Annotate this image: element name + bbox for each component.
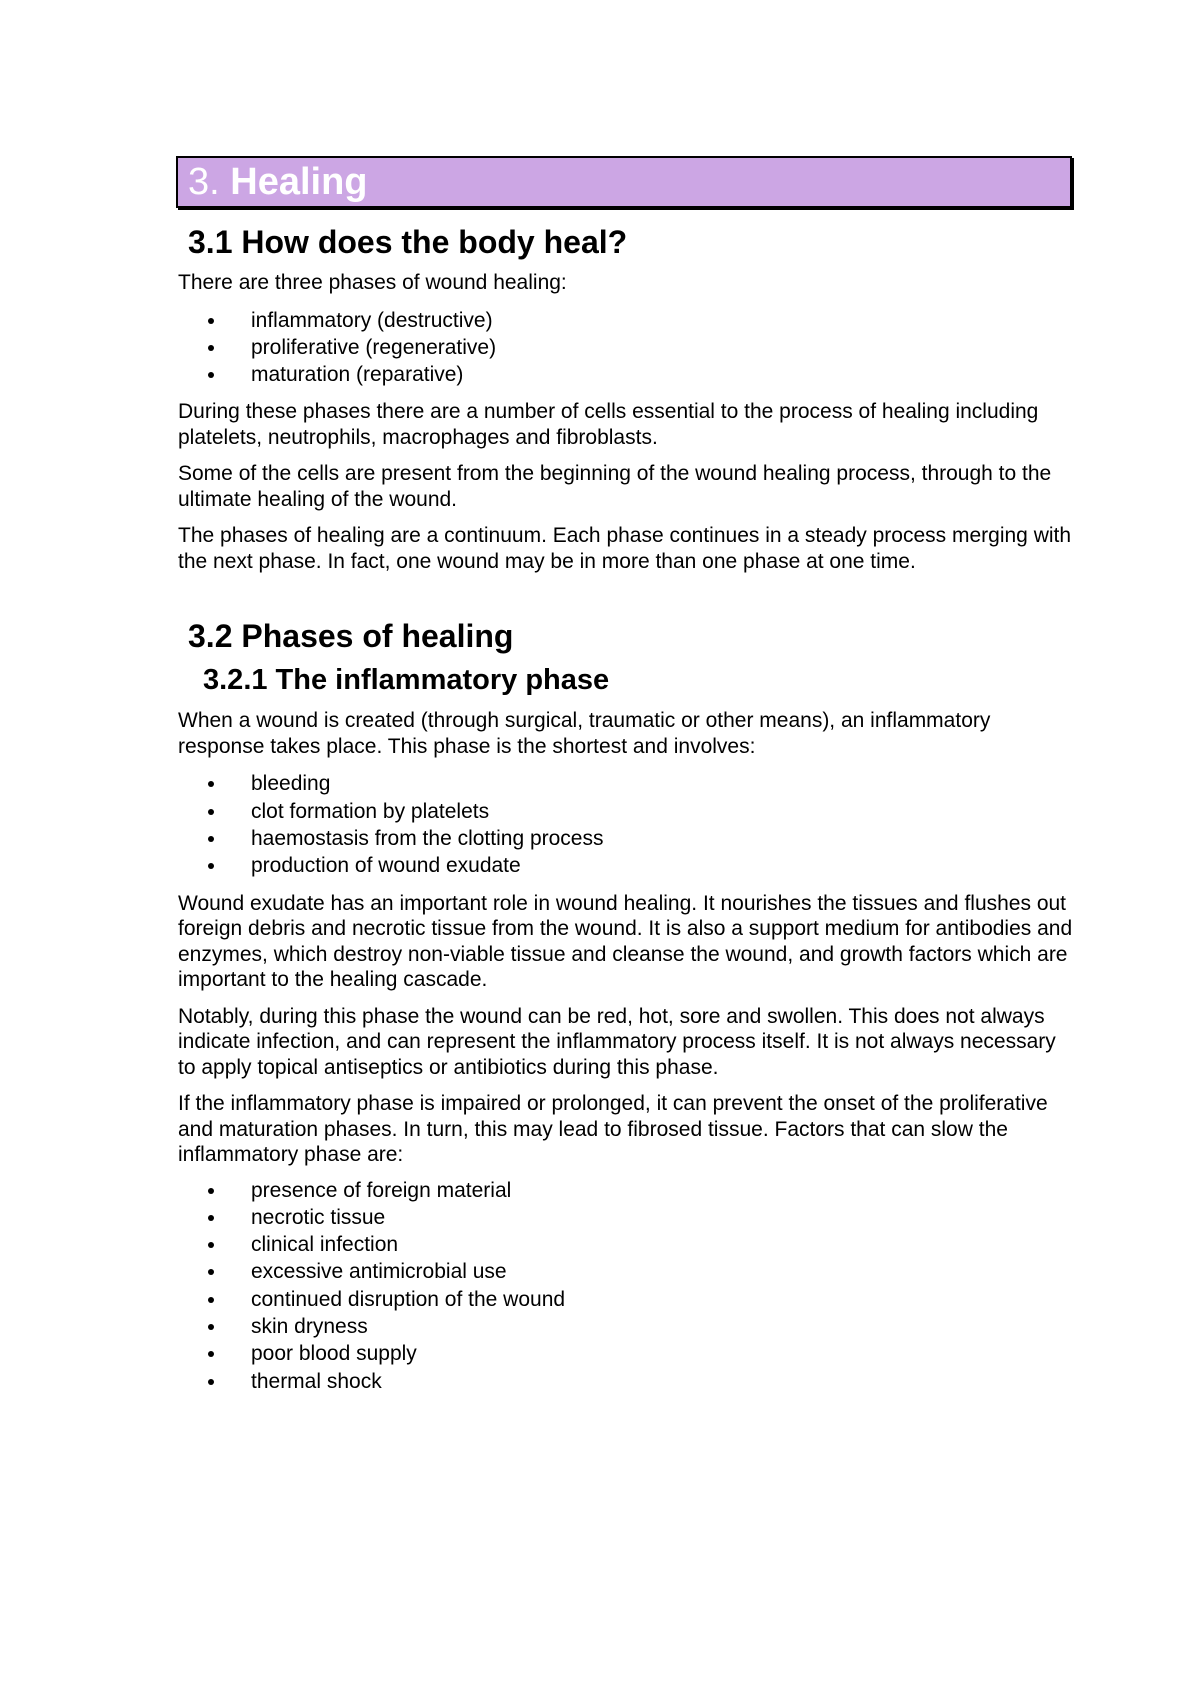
subsection-heading-3-2-1: 3.2.1 The inflammatory phase	[203, 664, 610, 697]
list-item: bleeding	[251, 770, 1078, 797]
list-item: continued disruption of the wound	[251, 1286, 1078, 1313]
slowing-factors-list	[178, 1177, 1078, 1395]
chapter-banner	[176, 156, 1072, 208]
section-intro: There are three phases of wound healing:	[178, 271, 567, 294]
chapter-number: 3.	[188, 161, 220, 203]
paragraph: If the inflammatory phase is impaired or prolonged, it can prevent the onset of the proliferative and maturation phases. In turn, this may lead to fibrosed tissue. Factors that can slow the inflammatory phase are:	[178, 1092, 1048, 1167]
paragraph: During these phases there are a number of cells essential to the process of healing including platelets, neutrophils, macrophages and fibroblasts.	[178, 400, 1039, 449]
list-item: haemostasis from the clotting process	[251, 825, 1078, 852]
list-item: proliferative (regenerative)	[251, 334, 1078, 361]
chapter-title	[188, 159, 368, 205]
list-item: thermal shock	[251, 1368, 1078, 1395]
list-item: clot formation by platelets	[251, 798, 1078, 825]
paragraph: Notably, during this phase the wound can be red, hot, sore and swollen. This does not always indicate infection, and can represent the inflammatory process itself. It is not always necessary to apply topical antiseptics or antibiotics during this phase.	[178, 1004, 1056, 1079]
list-item: clinical infection	[251, 1231, 1078, 1258]
list-item: maturation (reparative)	[251, 361, 1078, 388]
list-item: skin dryness	[251, 1313, 1078, 1340]
paragraph: The phases of healing are a continuum. Each phase continues in a steady process merging with the next phase. In fact, one wound may be in more than one phase at one time.	[178, 524, 1072, 573]
list-item: inflammatory (destructive)	[251, 307, 1078, 334]
list-item: poor blood supply	[251, 1340, 1078, 1367]
list-item: presence of foreign material	[251, 1177, 1078, 1204]
paragraph: Wound exudate has an important role in wound healing. It nourishes the tissues and flushes out foreign debris and necrotic tissue from the wound. It is also a support medium for antibodies and enzymes, which destroy non-viable tissue and cleanse the wound, and growth factors which are important to the healing cascade.	[178, 891, 1073, 992]
list-item: necrotic tissue	[251, 1204, 1078, 1231]
section-heading-3-2: 3.2 Phases of healing	[188, 618, 514, 655]
document-body	[178, 222, 1078, 1406]
chapter-name: Healing	[230, 161, 368, 203]
section-heading-3-1: 3.1 How does the body heal?	[188, 224, 628, 260]
paragraph: Some of the cells are present from the beginning of the wound healing process, through to the ultimate healing of the wound.	[178, 462, 1052, 511]
inflammatory-involves-list	[178, 770, 1078, 879]
phases-list	[178, 307, 1078, 389]
subsection-intro: When a wound is created (through surgical, traumatic or other means), an inflammatory response takes place. This phase is the shortest and involves:	[178, 709, 991, 758]
list-item: excessive antimicrobial use	[251, 1258, 1078, 1285]
list-item: production of wound exudate	[251, 852, 1078, 879]
